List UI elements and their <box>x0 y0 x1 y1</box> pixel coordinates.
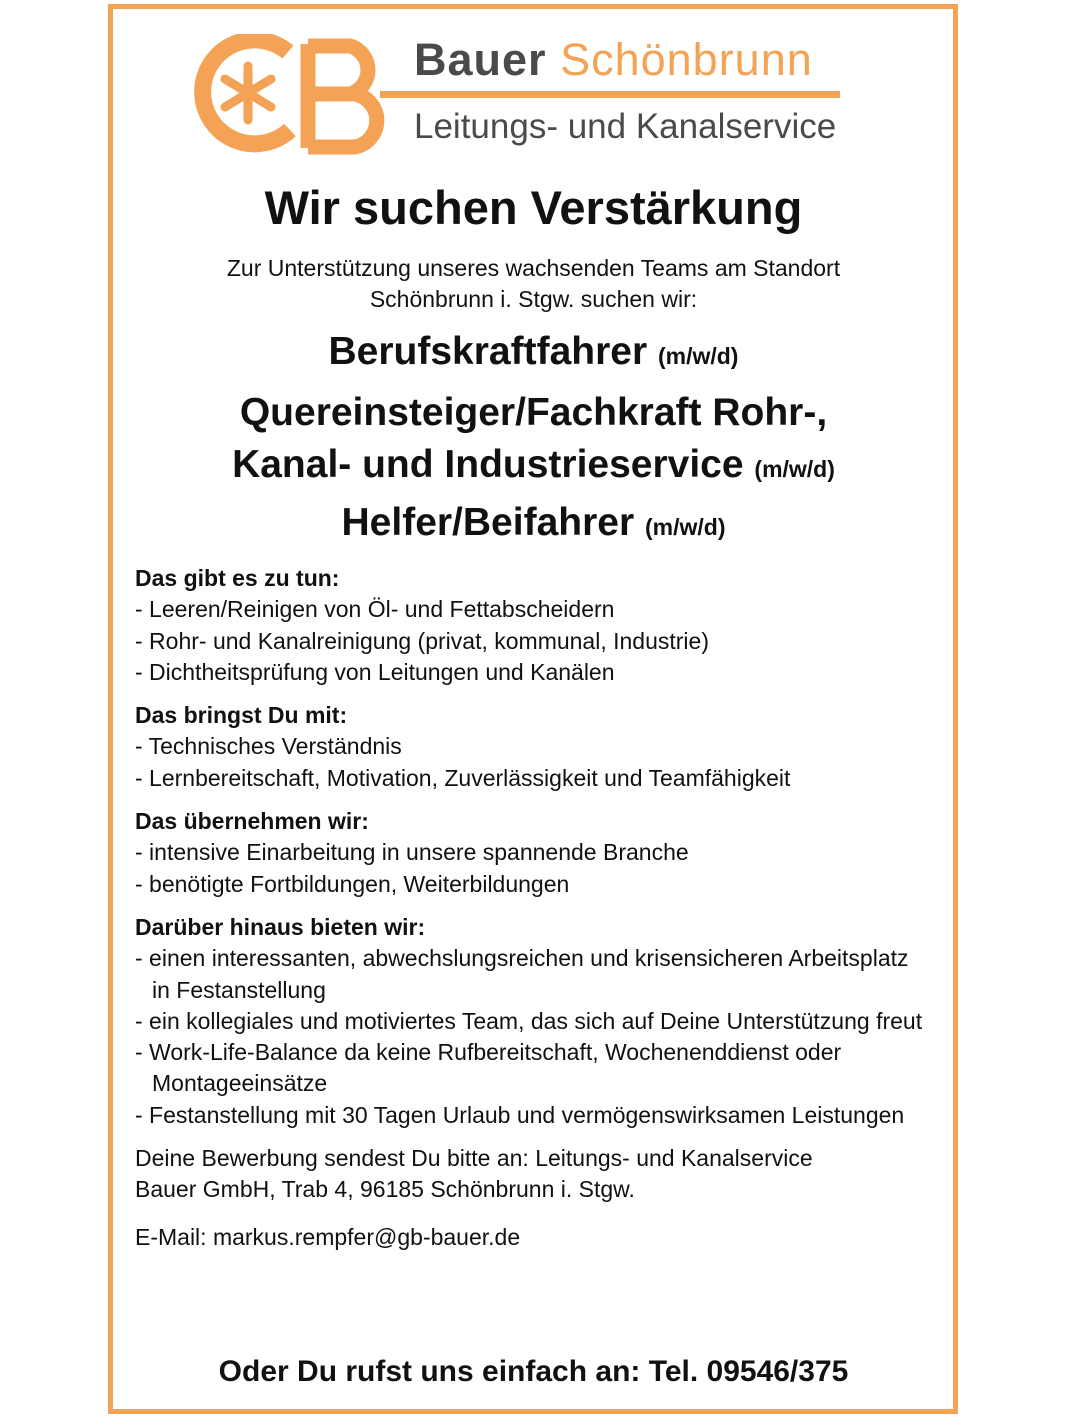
job-title-text: Helfer/Beifahrer <box>341 501 635 544</box>
list-item: - Work-Life-Balance da keine Rufbereitschaft, Wochenenddienst oder Montageeinsätze <box>135 1039 842 1097</box>
brand-name-schoenbrunn: Schönbrunn <box>560 34 813 85</box>
ad-body <box>135 563 925 1253</box>
list-item: - intensive Einarbeitung in unsere spannende Branche <box>135 839 689 866</box>
list-item: - Technisches Verständnis <box>135 733 402 760</box>
job-title-text: Kanal- und Industrieservice <box>232 443 744 486</box>
job-title-berufskraftfahrer <box>0 326 1067 382</box>
section-heading: Das gibt es zu tun: <box>135 565 340 591</box>
brand-name <box>414 34 813 86</box>
list-item: - Leeren/Reinigen von Öl- und Fettabscheidern <box>135 596 615 623</box>
list-item: - ein kollegiales und motiviertes Team, das sich auf Deine Unterstützung freut <box>135 1007 923 1034</box>
list-item: - Dichtheitsprüfung von Leitungen und Kanälen <box>135 658 615 685</box>
address-line: Deine Bewerbung sendest Du bitte an: Leitungs- und Kanalservice <box>135 1145 813 1172</box>
gender-suffix: (m/w/d) <box>754 456 835 482</box>
application-address <box>135 1143 925 1206</box>
job-title-text: Berufskraftfahrer <box>328 330 648 373</box>
gender-suffix: (m/w/d) <box>657 343 739 369</box>
section-tasks <box>135 563 925 688</box>
gender-suffix: (m/w/d) <box>644 514 726 540</box>
intro-line: Schönbrunn i. Stgw. suchen wir: <box>369 286 698 312</box>
section-benefits <box>135 912 925 1131</box>
list-item: - Lernbereitschaft, Motivation, Zuverlässigkeit und Teamfähigkeit <box>135 764 791 791</box>
brand-name-bauer: Bauer <box>414 34 547 85</box>
list-item: - Festanstellung mit 30 Tagen Urlaub und vermögenswirksamen Leistungen <box>135 1101 905 1128</box>
list-item: - benötigte Fortbildungen, Weiterbildungen <box>135 870 570 897</box>
list-item: - Rohr- und Kanalreinigung (privat, kommunal, Industrie) <box>135 627 709 654</box>
job-title-helfer <box>0 497 1067 553</box>
address-line: Bauer GmbH, Trab 4, 96185 Schönbrunn i. Stgw. <box>135 1176 635 1203</box>
intro-line: Zur Unterstützung unseres wachsenden Teams am Standort <box>226 255 841 281</box>
section-heading: Darüber hinaus bieten wir: <box>135 913 426 940</box>
list-item: - einen interessanten, abwechslungsreichen und krisensicheren Arbeitsplatz in Festanstellung <box>135 945 909 1003</box>
section-requirements <box>135 700 925 794</box>
brand-tagline: Leitungs- und Kanalservice <box>414 107 837 146</box>
headline: Wir suchen Verstärkung <box>264 181 803 234</box>
job-title-quereinsteiger <box>0 387 1067 495</box>
section-heading: Das übernehmen wir: <box>135 808 369 835</box>
section-heading: Das bringst Du mit: <box>135 702 348 729</box>
job-title-text: Quereinsteiger/Fachkraft Rohr-, <box>239 391 828 434</box>
intro-text <box>0 253 1067 315</box>
phone-contact: Oder Du rufst uns einfach an: Tel. 09546/375 <box>218 1355 849 1388</box>
email-contact: E-Mail: markus.rempfer@gb-bauer.de <box>135 1223 521 1250</box>
section-we-provide <box>135 806 925 900</box>
